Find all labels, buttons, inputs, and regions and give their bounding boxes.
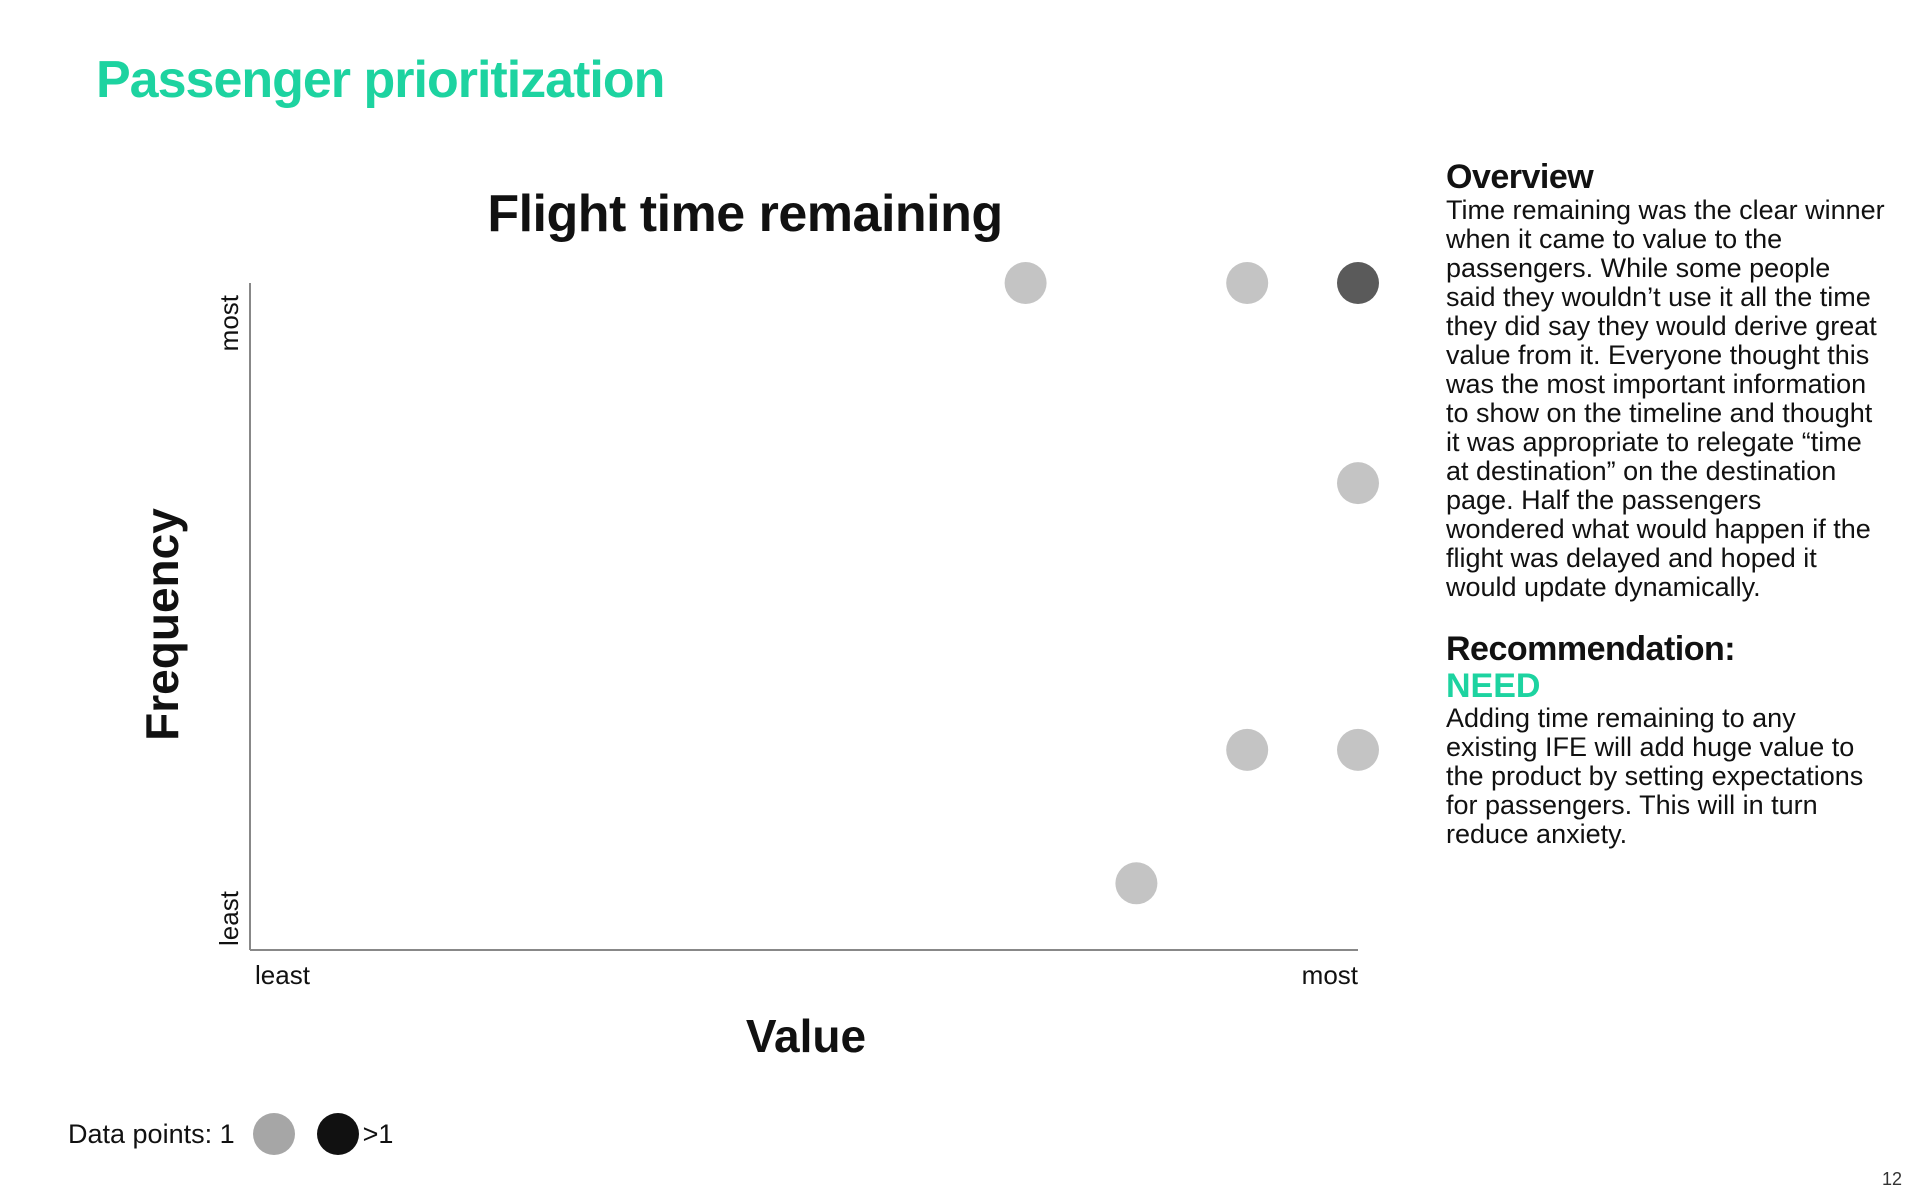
- x-tick-label-least: least: [255, 960, 310, 990]
- data-point: [1226, 262, 1268, 304]
- x-axis-title: Value: [745, 1010, 867, 1062]
- recommendation-value: NEED: [1446, 667, 1541, 705]
- overview-heading: Overview: [1446, 158, 1594, 196]
- legend: [68, 1112, 393, 1156]
- y-axis-title: Frequency: [136, 508, 188, 741]
- page-title: Passenger prioritization: [96, 51, 665, 109]
- x-tick-label-most: most: [1301, 960, 1358, 990]
- page-number: 12: [1881, 1169, 1902, 1189]
- data-point: [1337, 462, 1379, 504]
- data-point: [1005, 262, 1047, 304]
- data-point: [1226, 729, 1268, 771]
- y-tick-label-most: most: [214, 295, 244, 352]
- legend-dot-multiple: [317, 1113, 359, 1155]
- recommendation-text: Adding time remaining to any existing IFE will add huge value to the product by setting expectations for passengers. This will in turn reduce anxiety.: [1446, 703, 1864, 849]
- y-tick-label-least: least: [214, 891, 244, 946]
- overview-text: Time remaining was the clear winner when it came to value to the passengers. While some people said they wouldn’t use it all the time they did say they would derive great value from it. Everyone thought this was the most important information to show on the timeline and thought it was appropriate to relegate “time at destination” on the destination page. Half the passengers wondered what would happen if the flight was delayed and hoped it would update dynamically.: [1446, 195, 1885, 602]
- chart-title: Flight time remaining: [487, 185, 1003, 243]
- legend-label: Data points: 1: [68, 1118, 235, 1149]
- legend-multi-label: >1: [362, 1118, 394, 1149]
- recommendation-heading: Recommendation:: [1446, 630, 1736, 668]
- data-point: [1337, 262, 1379, 304]
- data-point: [1115, 862, 1157, 904]
- legend-dot-single: [253, 1113, 295, 1155]
- side-panel: [1446, 158, 1886, 849]
- data-point: [1337, 729, 1379, 771]
